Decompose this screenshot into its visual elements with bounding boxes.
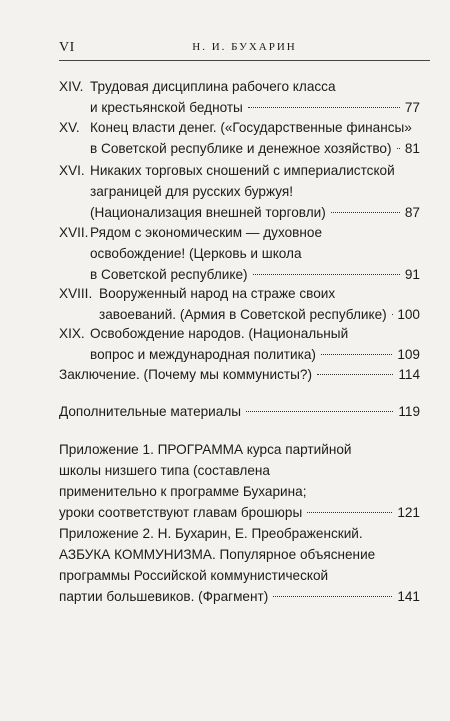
toc-entry-line — [59, 565, 420, 586]
page-number: VI — [59, 40, 75, 55]
toc-entry-line — [59, 222, 420, 243]
toc-entry-title-text: Освобождение народов. (Национальный — [90, 326, 349, 341]
toc-entry-title-text: Рядом с экономическим — духовное — [90, 225, 323, 240]
toc-page-number: 141 — [397, 589, 420, 604]
chapter-number: XIV. — [59, 79, 84, 94]
toc-page-number: 121 — [397, 505, 420, 520]
toc-entry-title-text: Приложение 1. ПРОГРАММА курса партийной — [59, 442, 352, 457]
toc-entry-line — [59, 481, 420, 502]
chapter-number: XIX. — [59, 326, 85, 341]
toc-page-number: 114 — [398, 367, 420, 382]
toc-entry-line — [59, 117, 420, 138]
toc-entry-title-text: Вооруженный народ на страже своих — [99, 286, 336, 301]
toc-entry-last-line — [59, 401, 420, 422]
toc-entry — [59, 283, 420, 325]
dot-leader — [331, 212, 400, 213]
toc-entry-line — [59, 439, 420, 460]
toc-entry — [59, 117, 420, 159]
toc-entry-title-text: применительно к программе Бухарина; — [59, 484, 307, 499]
chapter-number: XV. — [59, 120, 80, 135]
toc-entry-title-text: Заключение. (Почему мы коммунисты?) — [59, 367, 313, 382]
dot-leader — [248, 107, 400, 108]
toc-page-number: 119 — [398, 404, 420, 419]
dot-leader — [246, 411, 393, 412]
toc-entry — [59, 401, 420, 422]
chapter-number: XVII. — [59, 225, 89, 240]
toc-entry-line — [59, 460, 420, 481]
toc-page-number: 100 — [397, 307, 420, 322]
toc-entry-line — [59, 283, 420, 304]
toc-entry-line — [59, 76, 420, 97]
toc-page-number: 77 — [404, 100, 420, 115]
toc-entry-last-line — [59, 364, 420, 385]
toc-entry-title-text: Никаких торговых сношений с империалистской — [90, 163, 395, 178]
toc-entry-title-text: школы низшего типа (составлена — [59, 463, 270, 478]
running-head-author: Н. И. БУХАРИН — [192, 41, 297, 53]
dot-leader — [273, 596, 392, 597]
toc-entry-title-text: и крестьянской бедноты — [90, 100, 243, 115]
toc-entry-last-line — [59, 138, 420, 159]
table-of-contents — [59, 0, 420, 721]
toc-entry-last-line — [59, 264, 420, 285]
toc-entry-last-line — [59, 304, 420, 325]
toc-entry-title-text: Приложение 2. Н. Бухарин, Е. Преображенский. — [59, 526, 363, 541]
toc-entry-title-text: вопрос и международная политика) — [90, 347, 316, 362]
toc-entry-title-text: партии большевиков. (Фрагмент) — [59, 589, 269, 604]
dot-leader — [253, 274, 400, 275]
dot-leader — [397, 148, 400, 149]
toc-entry-last-line — [59, 586, 420, 607]
toc-entry-last-line — [59, 202, 420, 223]
toc-entry-line — [59, 181, 420, 202]
toc-entry-title-text: Дополнительные материалы — [59, 404, 242, 419]
toc-entry-title-text: Трудовая дисциплина рабочего класса — [90, 79, 336, 94]
toc-entry-title-text: завоеваний. (Армия в Советской республике) — [99, 307, 387, 322]
toc-entry-title-text: в Советской республике) — [90, 267, 248, 282]
dot-leader — [321, 354, 392, 355]
toc-entry-line — [59, 523, 420, 544]
toc-page-number: 87 — [404, 205, 420, 220]
toc-entry-title-text: освобождение! (Церковь и школа — [90, 246, 302, 261]
toc-page-number: 91 — [404, 267, 420, 282]
toc-entry — [59, 76, 420, 118]
dot-leader — [317, 374, 393, 375]
toc-entry-last-line — [59, 97, 420, 118]
toc-page-number: 81 — [404, 141, 420, 156]
chapter-number: XVIII. — [59, 286, 93, 301]
dot-leader — [392, 314, 393, 315]
toc-entry — [59, 364, 420, 385]
toc-entry-line — [59, 544, 420, 565]
toc-entry-last-line — [59, 344, 420, 365]
toc-entry-title-text: программы Российской коммунистической — [59, 568, 329, 583]
toc-entry-line — [59, 243, 420, 264]
toc-entry-title-text: (Национализация внешней торговли) — [90, 205, 326, 220]
toc-entry-line — [59, 160, 420, 181]
toc-page-number: 109 — [397, 347, 420, 362]
toc-entry-title-text: уроки соответствуют главам брошюры — [59, 505, 303, 520]
toc-entry — [59, 323, 420, 365]
toc-entry — [59, 523, 420, 607]
toc-entry — [59, 439, 420, 523]
toc-entry — [59, 160, 420, 223]
toc-entry-title-text: заграницей для русских буржуя! — [90, 184, 294, 199]
toc-entry-last-line — [59, 502, 420, 523]
dot-leader — [307, 512, 392, 513]
toc-entry-title-text: в Советской республике и денежное хозяйство) — [90, 141, 392, 156]
toc-entry-title-text: Конец власти денег. («Государственные финансы» — [90, 120, 412, 135]
chapter-number: XVI. — [59, 163, 85, 178]
toc-entry — [59, 222, 420, 285]
toc-entry-title-text: АЗБУКА КОММУНИЗМА. Популярное объяснение — [59, 547, 376, 562]
toc-entry-line — [59, 323, 420, 344]
